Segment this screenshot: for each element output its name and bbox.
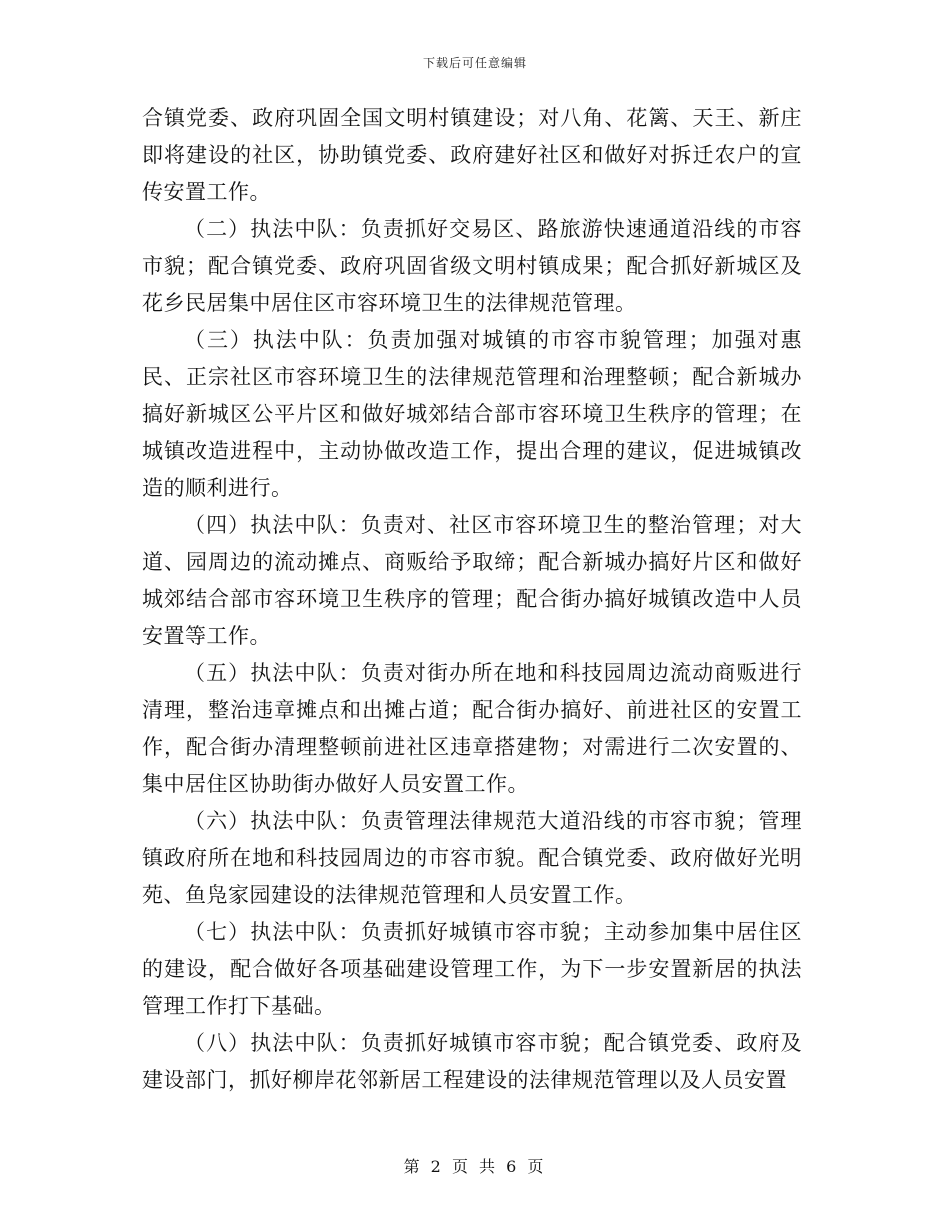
paragraph-squad-6: （六）执法中队：负责管理法律规范大道沿线的市容市貌；管理镇政府所在地和科技园周边的市容市貌。配合镇党委、政府做好光明苑、鱼凫家园建设的法律规范管理和人员安置工作。: [142, 809, 802, 907]
page-number: 第 2 页 共 6 页: [403, 1157, 547, 1176]
paragraph-squad-8: （八）执法中队：负责抓好城镇市容市貌；配合镇党委、政府及建设部门，抓好柳岸花邻新居工程建设的法律规范管理以及人员安置: [142, 1031, 802, 1092]
paragraph-squad-7: （七）执法中队：负责抓好城镇市容市貌；主动参加集中居住区的建设，配合做好各项基础建设管理工作，为下一步安置新居的执法管理工作打下基础。: [142, 920, 802, 1018]
document-body: [142, 100, 802, 1099]
header-note: 下载后可任意编辑: [422, 56, 527, 70]
paragraph-squad-3: （三）执法中队：负责加强对城镇的市容市貌管理；加强对惠民、正宗社区市容环境卫生的法律规范管理和治理整顿；配合新城办搞好新城区公平片区和做好城郊结合部市容环境卫生秩序的管理；在城镇改造进程中，主动协做改造工作，提出合理的建议，促进城镇改造的顺利进行。: [142, 328, 802, 500]
paragraph-squad-5: （五）执法中队：负责对街办所在地和科技园周边流动商贩进行清理，整治违章摊点和出摊占道；配合街办搞好、前进社区的安置工作，配合街办清理整顿前进社区违章搭建物；对需进行二次安置的、集中居住区协助街办做好人员安置工作。: [142, 661, 802, 796]
paragraph-squad-4: （四）执法中队：负责对、社区市容环境卫生的整治管理；对大道、园周边的流动摊点、商贩给予取缔；配合新城办搞好片区和做好城郊结合部市容环境卫生秩序的管理；配合街办搞好城镇改造中人员安置等工作。: [142, 513, 802, 648]
paragraph-squad-2: （二）执法中队：负责抓好交易区、路旅游快速通道沿线的市容市貌；配合镇党委、政府巩固省级文明村镇成果；配合抓好新城区及花乡民居集中居住区市容环境卫生的法律规范管理。: [142, 217, 802, 315]
paragraph-continued: 合镇党委、政府巩固全国文明村镇建设；对八角、花篱、天王、新庄即将建设的社区，协助镇党委、政府建好社区和做好对拆迁农户的宣传安置工作。: [142, 106, 802, 204]
